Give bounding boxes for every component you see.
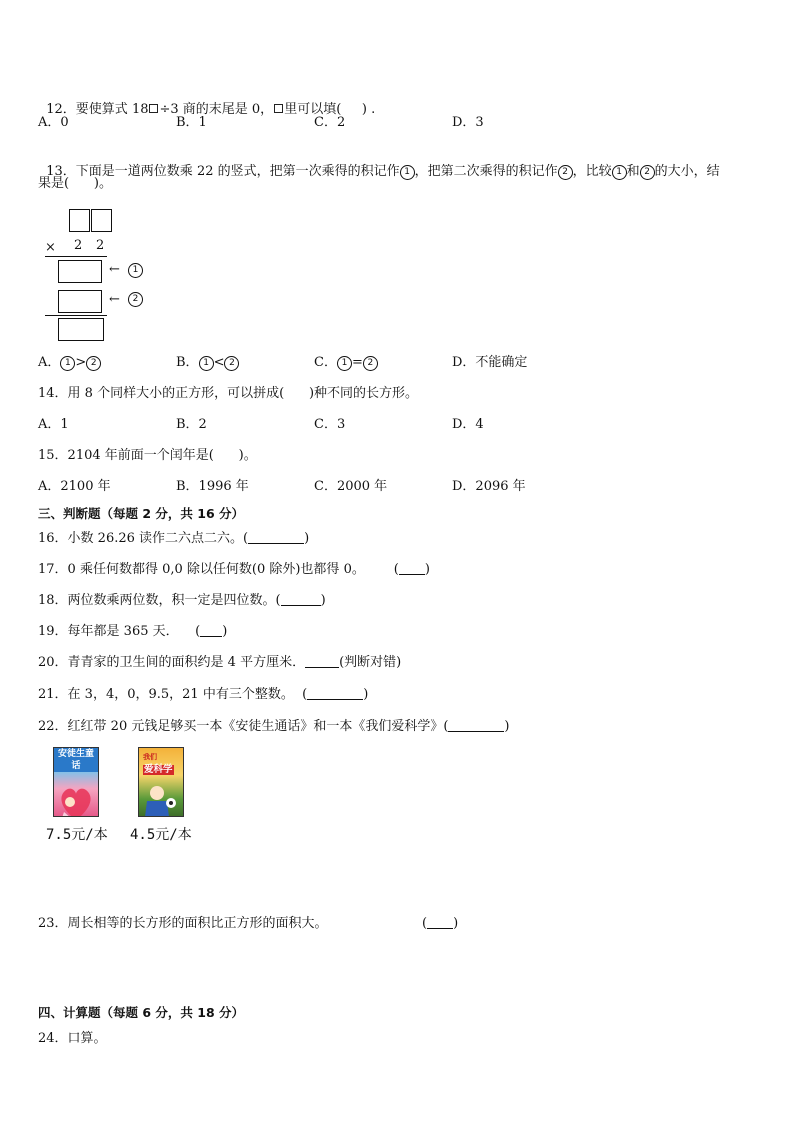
question-20: 20．青青家的卫生间的面积约是 4 平方厘米． (判断对错) (38, 655, 402, 670)
book-cover-andersen: 安徒生童话 (53, 747, 99, 817)
option-d[interactable]: D．不能确定 (452, 355, 528, 370)
circled-number-1: 1 (199, 356, 214, 371)
answer-blank[interactable] (307, 699, 363, 700)
arrow-left-icon: ← (109, 262, 120, 277)
option-c[interactable]: C．3 (314, 417, 346, 432)
circled-number-2: 2 (86, 356, 101, 371)
option-b[interactable]: B．1 (176, 115, 207, 130)
section-heading-calculation: 四、计算题（每题 6 分，共 18 分） (38, 1005, 245, 1020)
question-14: 14．用 8 个同样大小的正方形，可以拼成( )种不同的长方形。 (38, 386, 419, 401)
rule-line (45, 315, 107, 316)
option-a[interactable]: A． 1 > 2 (38, 354, 101, 372)
question-12: 12．要使算式 18 ÷3 商的末尾是 0， 里可以填( ) . (46, 102, 376, 117)
multiplier-digit: 2 (74, 238, 83, 253)
digit-box (91, 209, 112, 232)
answer-blank[interactable] (305, 667, 339, 668)
circled-number-2: 2 (558, 165, 573, 180)
option-a[interactable]: A．0 (38, 115, 69, 130)
product-box-1 (58, 260, 102, 283)
times-sign: × (45, 240, 56, 255)
book-cover-science: 我们 爱科学 (138, 747, 184, 817)
option-d[interactable]: D．3 (452, 115, 484, 130)
question-22: 22．红红带 20 元钱足够买一本《安徒生通话》和一本《我们爱科学》( ) (38, 719, 510, 734)
circled-number-2: 2 (224, 356, 239, 371)
question-13-line2: 果是( )。 (38, 176, 112, 191)
price-andersen: 7.5元/本 (46, 827, 108, 843)
answer-blank[interactable] (248, 543, 304, 544)
circled-number-2: 2 (128, 292, 143, 307)
question-15: 15．2104 年前面一个闰年是( )。 (38, 448, 257, 463)
question-17: 17．0 乘任何数都得 0,0 除以任何数(0 除外)也都得 0。 ( ) (38, 562, 430, 577)
option-d[interactable]: D．4 (452, 417, 484, 432)
question-16: 16．小数 26.26 读作二六点二六。( ) (38, 531, 310, 546)
option-a[interactable]: A．1 (38, 417, 69, 432)
question-24: 24．口算。 (38, 1031, 107, 1046)
answer-blank[interactable] (399, 574, 425, 575)
question-19: 19．每年都是 365 天． ( ) (38, 624, 228, 639)
answer-blank[interactable] (427, 928, 453, 929)
circled-number-2: 2 (640, 165, 655, 180)
answer-blank[interactable] (448, 731, 504, 732)
question-23-answer: ( ) (422, 916, 459, 931)
circled-number-1: 1 (612, 165, 627, 180)
circled-number-2: 2 (363, 356, 378, 371)
question-21: 21．在 3，4，0，9.5，21 中有三个整数。 ( ) (38, 687, 369, 702)
blank-square (149, 104, 158, 113)
question-18: 18．两位数乘两位数，积一定是四位数。( ) (38, 593, 326, 608)
option-d[interactable]: D．2096 年 (452, 479, 526, 494)
product-box-2 (58, 290, 102, 313)
arrow-left-icon: ← (109, 292, 120, 307)
circled-number-1: 1 (60, 356, 75, 371)
option-b[interactable]: B． 1 < 2 (176, 354, 239, 372)
question-23: 23．周长相等的长方形的面积比正方形的面积大。 (38, 916, 328, 931)
section-heading-judgement: 三、判断题（每题 2 分，共 16 分） (38, 506, 245, 521)
blank-square (274, 104, 283, 113)
digit-box (69, 209, 90, 232)
cartoon-illustration-icon (139, 775, 183, 817)
heart-illustration-icon (54, 772, 98, 817)
rule-line (45, 256, 107, 257)
option-b[interactable]: B．2 (176, 417, 207, 432)
answer-blank[interactable] (281, 605, 321, 606)
price-science: 4.5元/本 (130, 827, 192, 843)
circled-number-1: 1 (128, 263, 143, 278)
option-c[interactable]: C．2 (314, 115, 346, 130)
result-box (58, 318, 104, 341)
option-a[interactable]: A．2100 年 (38, 479, 111, 494)
option-b[interactable]: B．1996 年 (176, 479, 249, 494)
circled-number-1: 1 (337, 356, 352, 371)
circled-number-1: 1 (400, 165, 415, 180)
option-c[interactable]: C． 1 = 2 (314, 354, 378, 372)
question-13-line1: 13．下面是一道两位数乘 22 的竖式，把第一次乘得的积记作 1 ，把第二次乘得的积记作 2 ，比较 1 和 2 的大小，结 (46, 164, 720, 179)
option-c[interactable]: C．2000 年 (314, 479, 388, 494)
multiplier-digit: 2 (96, 238, 105, 253)
answer-blank[interactable] (200, 636, 222, 637)
